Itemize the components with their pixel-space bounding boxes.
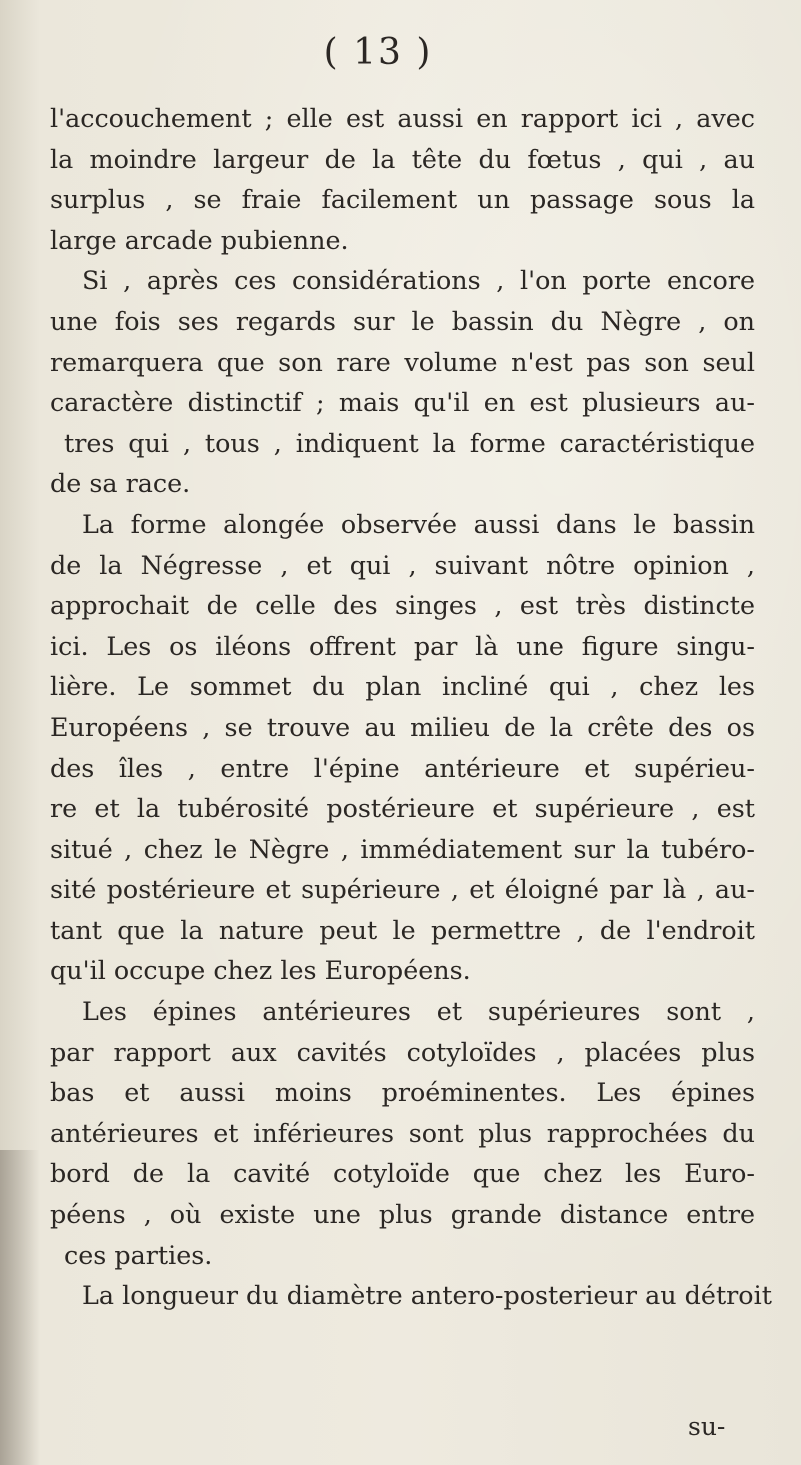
text-line: large arcade pubienne. [50,224,349,255]
text-line: Européens , se trouve au milieu de la crête des os [50,711,755,742]
text-line: remarquera que son rare volume n'est pas son seul [50,346,755,377]
paragraph-start: Si , après ces considérations , l'on porte encore [82,265,755,296]
text-line: péens , où existe une plus grande distance entre [50,1199,755,1230]
text-line: re et la tubérosité postérieure et supérieure , est [50,793,755,824]
text-line: l'accouchement ; elle est aussi en rapport ici , avec [50,103,755,133]
text-line: ici. Les os iléons offrent par là une figure singu- [50,630,755,661]
text-line: de sa race. [50,468,191,499]
text-line: caractère distinctif ; mais qu'il en est plusieurs au- [50,387,755,418]
text-line: une fois ses regards sur le bassin du Nègre , on [50,305,755,336]
paragraph-start: La forme alongée observée aussi dans le bassin [82,508,755,539]
text-line: bord de la cavité cotyloïde que chez les Euro- [50,1158,755,1189]
text-line: surplus , se fraie facilement un passage sous la [50,184,755,215]
text-line: ces parties. [64,1239,213,1270]
text-line: la moindre largeur de la tête du fœtus , qui , au [50,143,755,174]
text-line: tant que la nature peut le permettre , de l'endroit [50,914,755,945]
text-line: lière. Le sommet du plan incliné qui , chez les [50,671,755,702]
page-number: ( 13 ) [323,32,433,73]
text-line: sité postérieure et supérieure , et éloigné par là , au- [50,874,755,905]
paragraph-start: La longueur du diamètre antero-posterieur au détroit [82,1280,772,1311]
catchword: su- [688,1412,726,1441]
text-line: approchait de celle des singes , est très distincte [50,590,755,621]
text-line: tres qui , tous , indiquent la forme caractéristique [64,427,755,458]
text-line: antérieures et inférieures sont plus rapprochées du [50,1117,755,1148]
text-line: des îles , entre l'épine antérieure et supérieu- [50,752,755,783]
text-line: bas et aussi moins proéminentes. Les épines [50,1077,755,1108]
text-line: qu'il occupe chez les Européens. [50,955,471,986]
text-line: situé , chez le Nègre , immédiatement sur la tubéro- [50,833,755,864]
body-text [50,98,772,1316]
paragraph-start: Les épines antérieures et supérieures sont , [82,996,755,1027]
binding-shadow [0,1150,40,1465]
text-line: par rapport aux cavités cotyloïdes , placées plus [50,1036,755,1067]
text-line: de la Négresse , et qui , suivant nôtre opinion , [50,549,755,580]
